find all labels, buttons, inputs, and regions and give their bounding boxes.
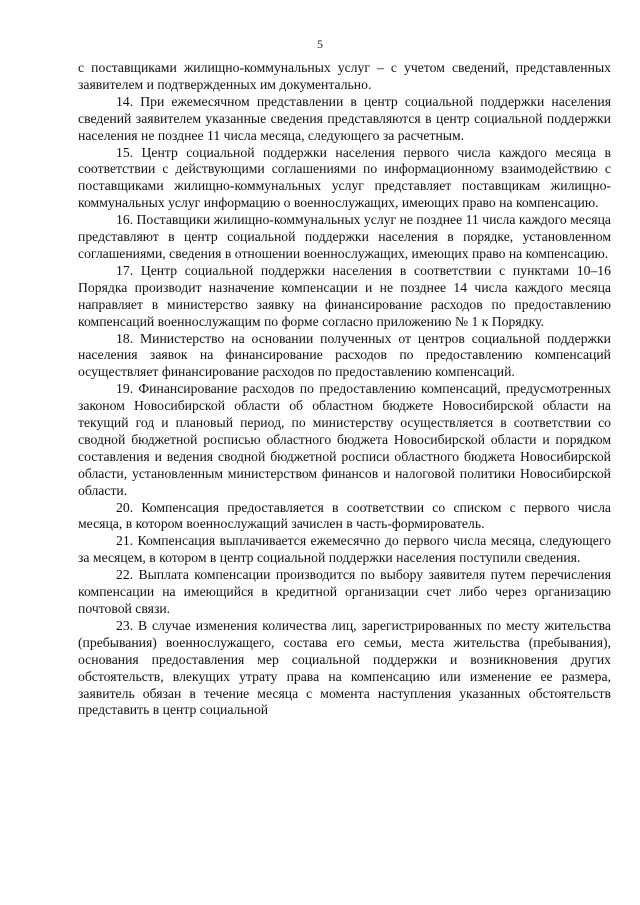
paragraph-19: 19. Финансирование расходов по предоставлению компенсаций, предусмотренных законом Новосибирской области об областном бюджете Новосибирской области на текущий год и плановый период, по министерству осуществляется в соответствии со сводной бюджетной росписью областного бюджета Новосибирской области и порядком составления и ведения сводной бюджетной росписи областного бюджета Новосибирской области, установленным министерством финансов и налоговой политики Новосибирской области.: [78, 381, 611, 498]
paragraph-18: 18. Министерство на основании полученных от центров социальной поддержки населения заявок на финансирование расходов по предоставлению компенсаций осуществляет финансирование расходов по предоставлению компенсаций.: [78, 330, 611, 380]
paragraph-15: 15. Центр социальной поддержки населения первого числа каждого месяца в соответствии с действующими соглашениями по информационному взаимодействию с поставщиками жилищно-коммунальных услуг представляет поставщикам жилищно-коммунальных услуг информацию о военнослужащих, имеющих право на компенсацию.: [78, 144, 611, 211]
page-number: 5: [317, 37, 323, 51]
paragraph-16: 16. Поставщики жилищно-коммунальных услуг не позднее 11 числа каждого месяца представляют в центр социальной поддержки населения в порядке, установленном соглашениями, сведения в отношении военнослужащих, имеющих право на компенсацию.: [78, 212, 611, 261]
paragraph-20: 20. Компенсация предоставляется в соответствии со списком с первого числа месяца, в котором военнослужащий зачислен в часть-формирователь.: [78, 499, 611, 532]
paragraph-17: 17. Центр социальной поддержки населения в соответствии с пунктами 10–16 Порядка производит назначение компенсации и не позднее 14 числа каждого месяца направляет в министерство заявку на финансирование расходов по предоставлению компенсаций военнослужащим по форме согласно приложению № 1 к Порядку.: [78, 262, 611, 329]
paragraph-continuation: с поставщиками жилищно-коммунальных услуг – с учетом сведений, представленных заявителем и подтвержденных им документально.: [78, 60, 611, 92]
paragraph-22: 22. Выплата компенсации производится по выбору заявителя путем перечисления компенсации на имеющийся в кредитной организации счет либо через организацию почтовой связи.: [78, 567, 611, 616]
paragraph-23: 23. В случае изменения количества лиц, зарегистрированных по месту жительства (пребывания) военнослужащего, состава его семьи, места жительства (пребывания), основания предоставления мер социальной поддержки и возникновения других обстоятельств, влекущих утрату права на компенсацию или изменение ее размера, заявитель обязан в течение месяца с момента наступления указанных обстоятельств представить в центр социальной: [78, 617, 611, 718]
paragraph-14: 14. При ежемесячном представлении в центр социальной поддержки населения сведений заявителем указанные сведения представляются в центр социальной поддержки населения не позднее 11 числа месяца, следующего за расчетным.: [78, 93, 611, 143]
document-body: [78, 60, 611, 719]
paragraph-21: 21. Компенсация выплачивается ежемесячно до первого числа месяца, следующего за месяцем, в котором в центр социальной поддержки населения поступили сведения.: [78, 533, 611, 566]
